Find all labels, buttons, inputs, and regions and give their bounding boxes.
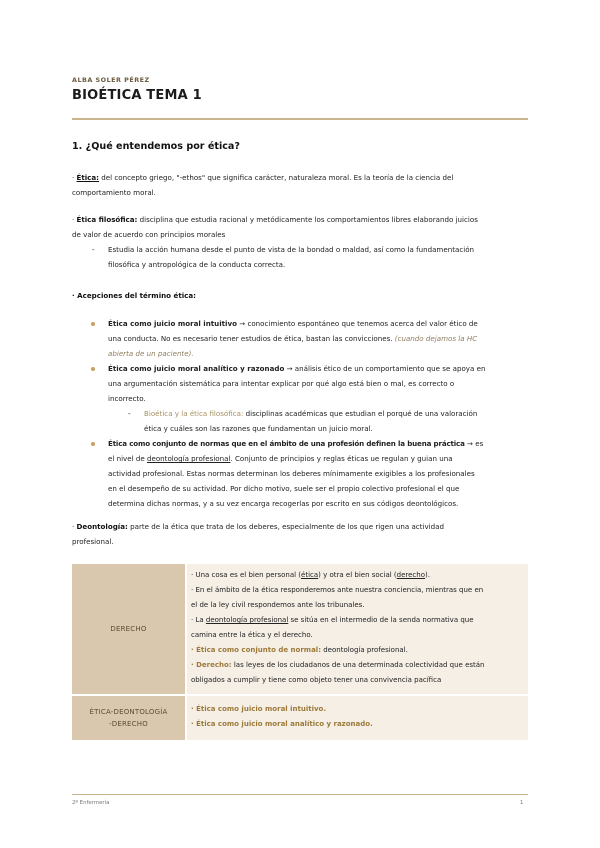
acepcion-normas: Ética como conjunto de normas que en el ámbito de una profesión definen la buena práctica → es el nivel de deontología profesional. Conjunto de principios y reglas éticas ue regulan y guian una actividad profesional. Estas normas determinan los deberes mínimamente exigibles a los profesionales en el desempeño de su actividad. Por dicho motivo, suele ser el propio colectivo profesional el que determina dichas normas, y a su vez encarga recogerlas por escrito en sus códigos deontológicos. [108, 439, 484, 508]
bullet-dot [91, 442, 95, 446]
section-heading: 1. ¿Qué entendemos por ética? [72, 141, 240, 152]
etica-filosofica-paragraph: · Ética filosófica: disciplina que estudia racional y metódicamente los comportamientos libres elaborando juicios de valor de acuerdo con principios morales [72, 215, 478, 239]
table-row-label-cell: DERECHO [72, 564, 185, 694]
footer-divider [72, 794, 528, 795]
table-row-label-cell: ÉTICA-DEONTOLOGÍA -DERECHO [72, 696, 185, 740]
dash-marker: - [92, 245, 95, 254]
acepciones-heading: · Acepciones del término ética: [72, 291, 196, 300]
bullet-dot [91, 322, 95, 326]
table-row-content-cell: · Ética como juicio moral intuitivo. · Ética como juicio moral analítico y razonado. [187, 696, 528, 740]
document-title: BIOÉTICA TEMA 1 [72, 88, 202, 103]
acepcion-intuitivo: Ética como juicio moral intuitivo → conocimiento espontáneo que tenemos acerca del valor ético de una conducta. No es necesario tener estudios de ética, bastan las convicciones. (cuando dejamos la HC abierta de un paciente). [108, 319, 478, 358]
page-number: 1 [520, 800, 524, 806]
deontologia-paragraph: · Deontología: parte de la ética que trata de los deberes, especialmente de los que rigen una actividad profesional. [72, 522, 444, 546]
etica-term: Ética: [76, 173, 100, 182]
footer-course: 2º Enfermería [72, 800, 110, 806]
bullet-dot [91, 367, 95, 371]
filosofica-subpoint: Estudia la acción humana desde el punto de vista de la bondad o maldad, así como la fundamentación filosófica y antropológica de la conducta correcta. [108, 245, 475, 269]
table-row-content-cell: · Una cosa es el bien personal (ética) y otra el bien social (derecho). · En el ámbito de la ética responderemos ante nuestra conciencia, mientras que en el de la ley civil respondemos ante los tribunales. · La deontología profesional se sitúa en el intermedio de la senda normativa que camina entre la ética y el derecho. · Ética como conjunto de normal: deontología profesional. · Derecho: las leyes de los ciudadanos de una determinada colectividad que están obligados a cumplir y tiene como objeto tener una convivencia pacífica [187, 564, 528, 694]
deontologia-link-text: deontología profesional [146, 454, 231, 463]
author-name: ALBA SOLER PÉREZ [72, 76, 150, 84]
acepcion-analitico-subpoint: Bioética y la ética filosófica: disciplinas académicas que estudian el porqué de una valoración ética y cuáles son las razones que fundamentan un juicio moral. [144, 409, 478, 433]
deontologia-term: Deontología: [76, 522, 128, 531]
dash-marker: - [128, 409, 131, 418]
etica-filosofica-term: Ética filosófica: [76, 215, 138, 224]
etica-paragraph: · Ética: del concepto griego, "-ethos" que significa carácter, naturaleza moral. Es la teoría de la ciencia del comportamiento moral. [72, 173, 454, 197]
acepcion-analitico: Ética como juicio moral analítico y razonado → análisis ético de un comportamiento que se apoya en una argumentación sistemática para intentar explicar por qué algo está bien o mal, es correcto o incorrecto. [108, 364, 486, 403]
title-divider [72, 118, 528, 120]
